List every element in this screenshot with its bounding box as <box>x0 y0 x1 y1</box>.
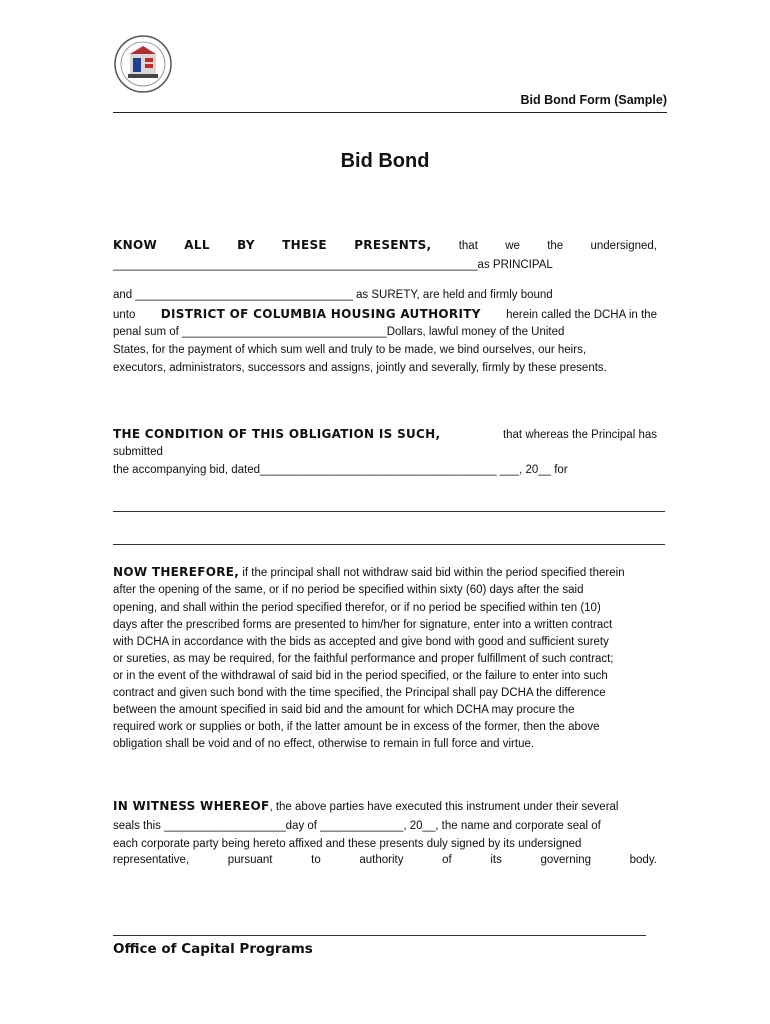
its-word: its <box>490 854 502 866</box>
dcha-name: DISTRICT OF COLUMBIA HOUSING AUTHORITY <box>160 307 481 321</box>
surety-line: and __________________________________ as SURETY, are held and firmly bound <box>113 289 553 301</box>
presents-word: PRESENTS, <box>354 238 432 252</box>
now-therefore-line <box>113 563 657 582</box>
office-name: Office of Capital Programs <box>113 941 313 957</box>
condition-body-line: between the amount specified in said bid and the amount for which DCHA may procure the <box>113 704 575 716</box>
know-word: KNOW <box>113 238 157 252</box>
witness-heading: IN WITNESS WHEREOF <box>113 799 270 813</box>
undersigned-word: undersigned, <box>590 240 657 252</box>
submitted-line: submitted <box>113 446 163 458</box>
witness-line <box>113 797 657 816</box>
condition-body-line: with DCHA in accordance with the bids as accepted and give bond with good and sufficient surety <box>113 636 609 648</box>
condition-body-line: contract and given such bond with the time specified, the Principal shall pay DCHA the difference <box>113 687 606 699</box>
blank-line-1 <box>113 511 665 512</box>
executors-line: executors, administrators, successors and assigns, jointly and severally, firmly by these presents. <box>113 362 607 374</box>
to-word: to <box>311 854 321 866</box>
condition-line <box>113 425 657 444</box>
governing-word: governing <box>540 854 591 866</box>
dcha-seal-logo <box>113 34 173 94</box>
now-therefore-rest: if the principal shall not withdraw said bid within the period specified therein <box>242 567 625 579</box>
body-word: body. <box>629 854 657 866</box>
penal-sum-line: penal sum of ________________________________Dollars, lawful money of the United <box>113 326 565 338</box>
representative-line <box>113 851 657 869</box>
by-word: BY <box>237 238 255 252</box>
condition-body-line: required work or supplies or both, if the latter amount be in excess of the former, then the above <box>113 721 600 733</box>
all-word: ALL <box>184 238 210 252</box>
obligee-line <box>113 305 657 324</box>
condition-heading: THE CONDITION OF THIS OBLIGATION IS SUCH, <box>113 427 441 441</box>
condition-body-line: or sureties, as may be required, for the faithful performance and proper fulfillment of such contract; <box>113 653 614 665</box>
payment-line: States, for the payment of which sum well and truly to be made, we bind ourselves, our heirs, <box>113 344 587 356</box>
condition-rest: that whereas the Principal has <box>502 429 657 441</box>
representative-word: representative, <box>113 854 190 866</box>
blank-line-2 <box>113 544 665 545</box>
seals-line: seals this ___________________day of _____________, 20__, the name and corporate seal of <box>113 820 601 832</box>
condition-body-line: days after the prescribed forms are presented to him/her for signature, enter into a written contract <box>113 619 613 631</box>
now-therefore-heading: NOW THEREFORE, <box>113 565 240 579</box>
form-header-label: Bid Bond Form (Sample) <box>520 93 667 107</box>
pursuant-word: pursuant <box>227 854 273 866</box>
bid-dated-line: the accompanying bid, dated_____________________________________ ___, 20__ for <box>113 464 568 476</box>
authority-word: authority <box>359 854 404 866</box>
of-word: of <box>442 854 452 866</box>
that-word: that <box>458 240 478 252</box>
principal-line: _________________________________________________________as PRINCIPAL <box>113 259 553 271</box>
witness-rest: , the above parties have executed this instrument under their several <box>269 801 619 813</box>
condition-body-line: or in the event of the withdrawal of said bid in the period specified, or the failure to enter into such <box>113 670 608 682</box>
condition-body-line: after the opening of the same, or if no period be specified within sixty (60) days after the said <box>113 584 584 596</box>
document-title: Bid Bond <box>340 150 430 172</box>
unto-word: unto <box>113 309 136 321</box>
dcha-called-text: herein called the DCHA in the <box>506 309 657 321</box>
the-word: the <box>547 240 564 252</box>
condition-body-line: opening, and shall within the period specified therefor, or if no period be specified within ten (10) <box>113 602 601 614</box>
these-word: THESE <box>282 238 327 252</box>
know-all-line <box>113 236 657 255</box>
we-word: we <box>505 240 520 252</box>
header-divider <box>113 112 667 113</box>
corporate-party-line: each corporate party being hereto affixed and these presents duly signed by its undersigned <box>113 838 582 850</box>
footer-divider <box>113 935 646 936</box>
condition-body-line: obligation shall be void and of no effect, otherwise to remain in full force and virtue. <box>113 738 535 750</box>
